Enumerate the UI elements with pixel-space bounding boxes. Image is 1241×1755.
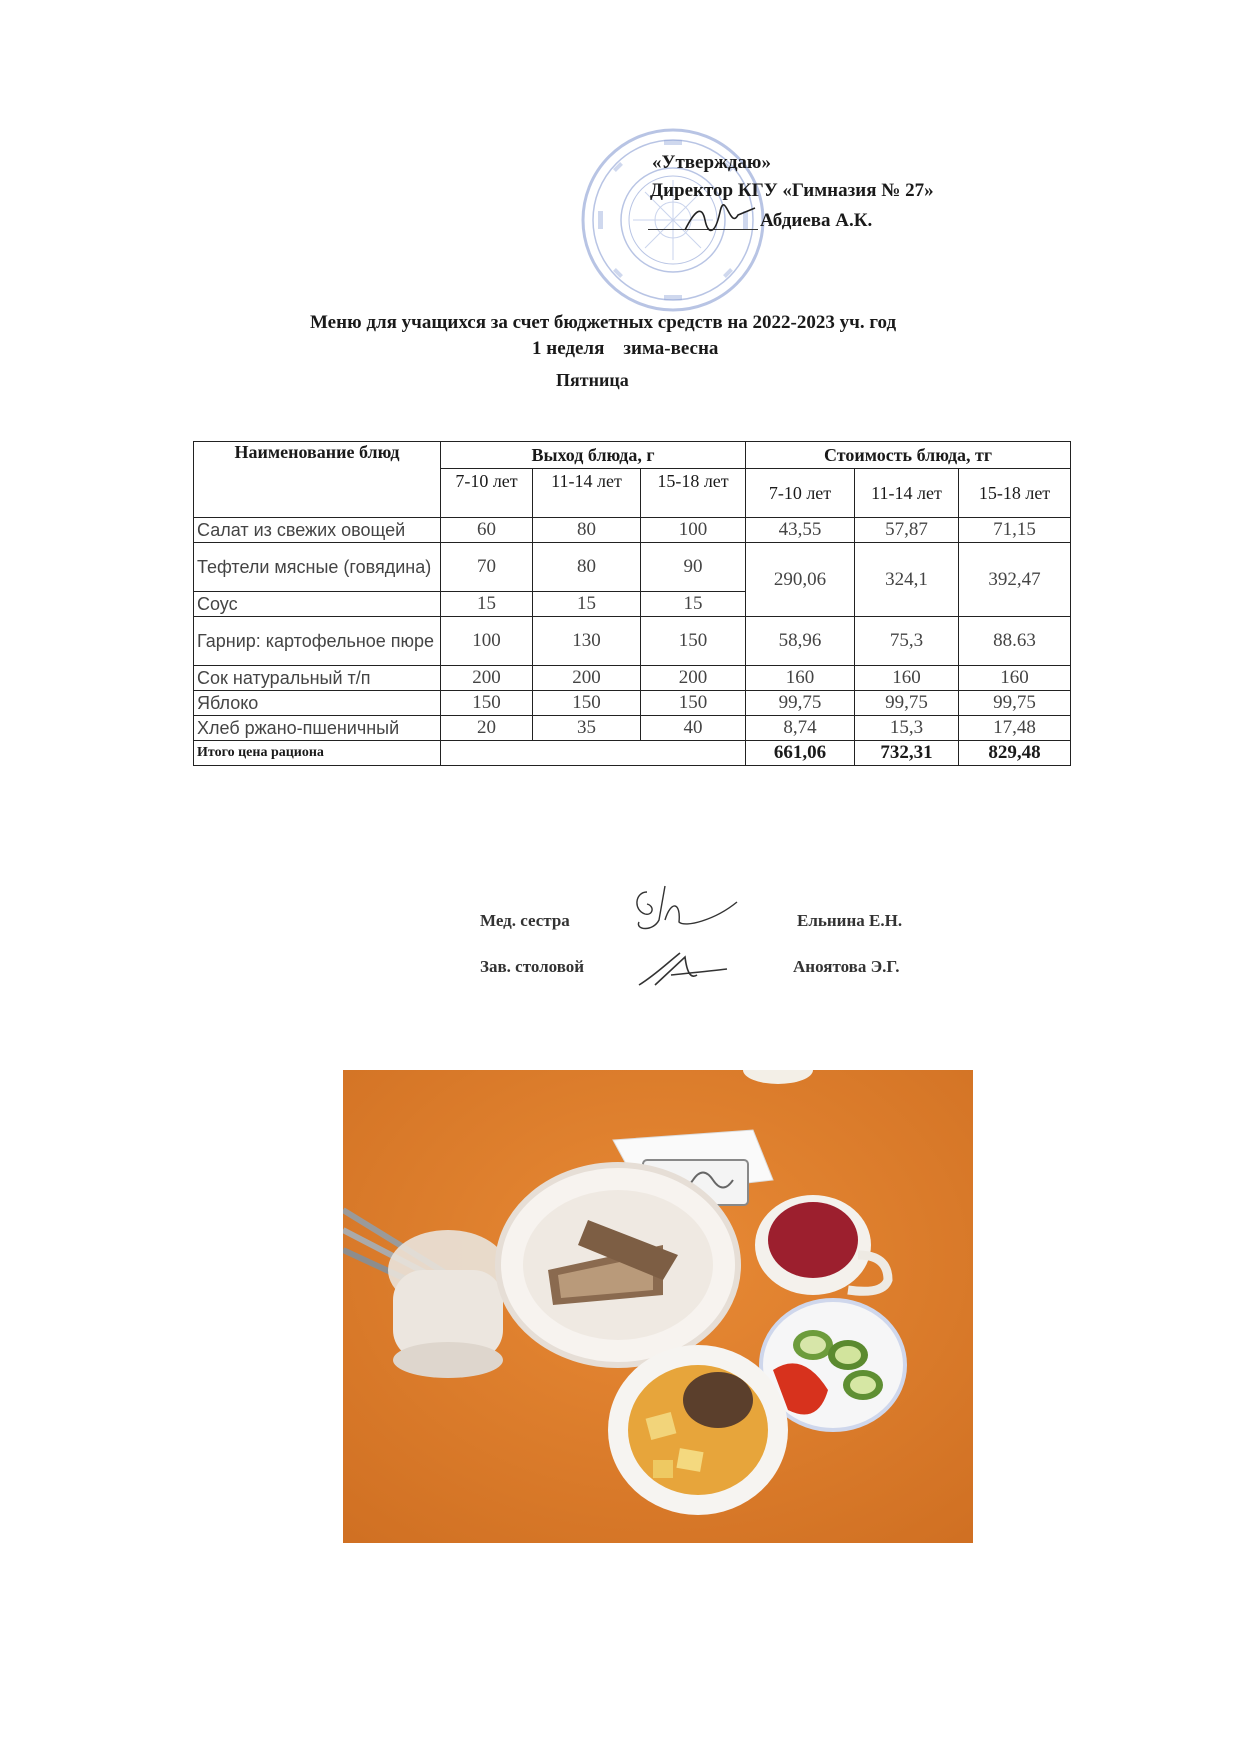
header-cost-age-3: 15-18 лет (959, 469, 1071, 518)
table-row (194, 617, 1071, 666)
cost-cell: 290,06 (746, 543, 855, 617)
total-label: Итого цена рациона (194, 741, 441, 766)
nurse-signature (625, 880, 740, 940)
header-cost-age-1: 7-10 лет (746, 469, 855, 518)
table-row (194, 518, 1071, 543)
meal-photo (343, 1070, 973, 1543)
yield-cell: 150 (641, 691, 746, 716)
cost-cell: 43,55 (746, 518, 855, 543)
cost-cell: 75,3 (855, 617, 959, 666)
yield-cell: 20 (441, 716, 533, 741)
header-yield-age-2: 11-14 лет (533, 469, 641, 518)
cost-cell: 17,48 (959, 716, 1071, 741)
dish-name: Яблоко (194, 691, 441, 716)
cost-cell: 57,87 (855, 518, 959, 543)
total-cost-cell: 661,06 (746, 741, 855, 766)
cost-cell: 99,75 (746, 691, 855, 716)
cost-cell: 324,1 (855, 543, 959, 617)
approval-title: «Утверждаю» (652, 152, 771, 173)
yield-cell: 200 (641, 666, 746, 691)
total-cost-cell: 829,48 (959, 741, 1071, 766)
dish-name: Салат из свежих овощей (194, 518, 441, 543)
total-row (194, 741, 1071, 766)
cost-cell: 160 (855, 666, 959, 691)
yield-cell: 100 (441, 617, 533, 666)
dish-name: Гарнир: картофельное пюре (194, 617, 441, 666)
week-season-line: 1 неделя зима-весна (532, 338, 719, 359)
table-row (194, 543, 1071, 592)
yield-cell: 35 (533, 716, 641, 741)
total-empty-cell (441, 741, 746, 766)
approval-director: Директор КГУ «Гимназия № 27» (650, 180, 934, 201)
header-yield-age-1: 7-10 лет (441, 469, 533, 518)
table-row (194, 691, 1071, 716)
canteen-head-name: Аноятова Э.Г. (793, 957, 900, 976)
canteen-head-signature (635, 945, 730, 995)
dish-name: Хлеб ржано-пшеничный (194, 716, 441, 741)
menu-table (193, 441, 1071, 766)
cost-cell: 88.63 (959, 617, 1071, 666)
yield-cell: 60 (441, 518, 533, 543)
header-cost: Стоимость блюда, тг (746, 442, 1071, 469)
yield-cell: 80 (533, 543, 641, 592)
yield-cell: 150 (441, 691, 533, 716)
menu-title: Меню для учащихся за счет бюджетных средств на 2022-2023 уч. год (310, 312, 897, 333)
yield-cell: 150 (641, 617, 746, 666)
approval-director-name: Абдиева А.К. (760, 210, 873, 231)
header-yield-age-3: 15-18 лет (641, 469, 746, 518)
dish-name: Сок натуральный т/п (194, 666, 441, 691)
dish-name: Тефтели мясные (говядина) (194, 543, 441, 592)
dish-name: Соус (194, 592, 441, 617)
yield-cell: 90 (641, 543, 746, 592)
day-of-week: Пятница (556, 370, 629, 390)
yield-cell: 40 (641, 716, 746, 741)
canteen-head-label: Зав. столовой (480, 957, 585, 976)
yield-cell: 130 (533, 617, 641, 666)
yield-cell: 100 (641, 518, 746, 543)
cost-cell: 58,96 (746, 617, 855, 666)
yield-cell: 200 (533, 666, 641, 691)
yield-cell: 15 (533, 592, 641, 617)
table-row (194, 716, 1071, 741)
yield-cell: 150 (533, 691, 641, 716)
cost-cell: 160 (746, 666, 855, 691)
director-signature (680, 200, 760, 240)
cost-cell: 99,75 (855, 691, 959, 716)
header-yield: Выход блюда, г (441, 442, 746, 469)
cost-cell: 392,47 (959, 543, 1071, 617)
cost-cell: 8,74 (746, 716, 855, 741)
yield-cell: 15 (441, 592, 533, 617)
cost-cell: 15,3 (855, 716, 959, 741)
yield-cell: 80 (533, 518, 641, 543)
yield-cell: 200 (441, 666, 533, 691)
yield-cell: 15 (641, 592, 746, 617)
header-cost-age-2: 11-14 лет (855, 469, 959, 518)
yield-cell: 70 (441, 543, 533, 592)
nurse-label: Мед. сестра (480, 911, 570, 930)
nurse-name: Ельнина Е.Н. (797, 911, 903, 930)
header-dish-name: Наименование блюд (194, 442, 441, 518)
cost-cell: 71,15 (959, 518, 1071, 543)
cost-cell: 160 (959, 666, 1071, 691)
table-row (194, 666, 1071, 691)
total-cost-cell: 732,31 (855, 741, 959, 766)
cost-cell: 99,75 (959, 691, 1071, 716)
main-dish-bowl (608, 1345, 788, 1515)
bread-basket (498, 1165, 738, 1365)
